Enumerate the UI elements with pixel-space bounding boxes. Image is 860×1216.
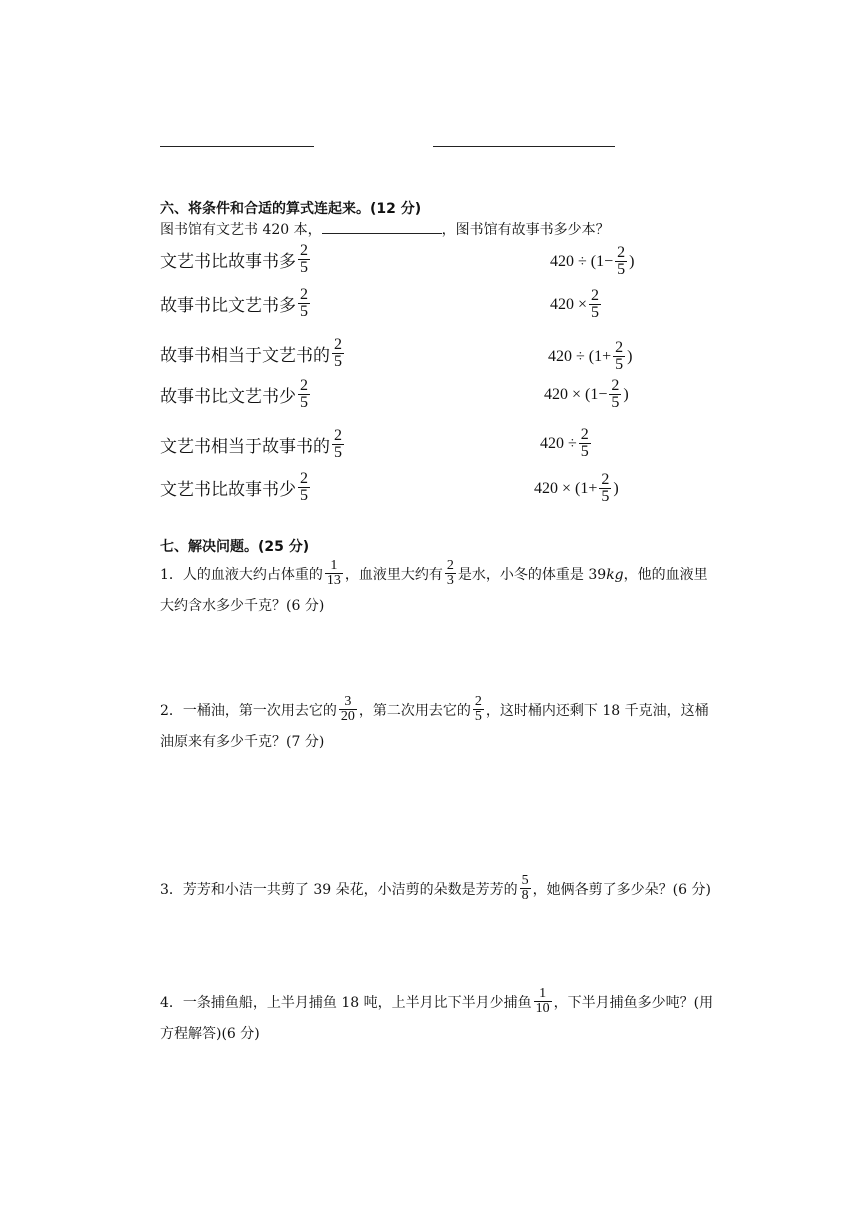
- expression-2[interactable]: 420 × $\frac{2}{5}$: [550, 287, 600, 321]
- answer-line-left: [160, 146, 314, 147]
- problem-1: 1．人的血液大约占体重的 $\frac{1}{13}$ ，血液里大约有 $\frac{2}{3}$ 是水，小冬的体重是 39kg，他的血液里 大约含水多少千克？(6 分): [160, 560, 740, 622]
- expression-4[interactable]: 420 × (1− $\frac{2}{5}$ ): [544, 377, 629, 411]
- fraction: $\frac{2}{5}$: [300, 377, 308, 411]
- condition-5[interactable]: [160, 428, 346, 461]
- fraction: $\frac{2}{5}$: [580, 426, 589, 460]
- fraction: $\frac{2}{5}$: [601, 471, 610, 505]
- fraction: $\frac{2}{5}$: [300, 242, 308, 276]
- condition-text: 故事书比文艺书多: [160, 296, 296, 316]
- condition-2[interactable]: [160, 287, 312, 320]
- condition-3[interactable]: [160, 337, 346, 370]
- fraction: $\frac{2}{5}$: [617, 244, 626, 278]
- intro-after: ，图书馆有故事书多少本？: [441, 222, 610, 238]
- section7-title: 七、解决问题。(25 分): [160, 539, 310, 555]
- fraction: $\frac{5}{8}$: [521, 872, 529, 903]
- problem-3: 3．芳芳和小洁一共剪了 39 朵花，小洁剪的朵数是芳芳的 $\frac{5}{8}$ ，她俩各剪了多少朵？(6 分): [160, 872, 711, 903]
- condition-4[interactable]: [160, 378, 312, 411]
- expression-1[interactable]: 420 ÷ (1− $\frac{2}{5}$ ): [550, 244, 635, 278]
- condition-text: 故事书相当于文艺书的: [160, 346, 330, 366]
- section6-title: 六、将条件和合适的算式连起来。(12 分): [160, 201, 422, 217]
- expression-3[interactable]: 420 ÷ (1+ $\frac{2}{5}$ ): [548, 339, 633, 373]
- condition-6[interactable]: [160, 471, 312, 504]
- intro-before: 图书馆有文艺书 420 本，: [160, 222, 322, 238]
- fraction: $\frac{1}{10}$: [535, 985, 550, 1016]
- condition-text: 文艺书比故事书少: [160, 480, 296, 500]
- problem-2: 2．一桶油，第一次用去它的 $\frac{3}{20}$ ，第二次用去它的 $\frac{2}{5}$ ，这时桶内还剩下 18 千克油，这桶 油原来有多少千克？(7 分): [160, 696, 740, 758]
- fraction: $\frac{2}{5}$: [611, 377, 620, 411]
- condition-text: 故事书比文艺书少: [160, 387, 296, 407]
- fraction: $\frac{1}{13}$: [326, 557, 341, 588]
- section6-intro: [160, 219, 610, 239]
- intro-blank: [322, 221, 442, 234]
- problem-1-line2: 大约含水多少千克？(6 分): [160, 598, 325, 614]
- answer-line-right: [433, 146, 615, 147]
- condition-1[interactable]: [160, 243, 312, 276]
- fraction: $\frac{2}{5}$: [300, 470, 308, 504]
- condition-text: 文艺书相当于故事书的: [160, 437, 330, 457]
- fraction: $\frac{2}{5}$: [591, 287, 600, 321]
- problem-2-line2: 油原来有多少千克？(7 分): [160, 734, 325, 750]
- fraction: $\frac{2}{5}$: [474, 693, 482, 724]
- expression-6[interactable]: 420 × (1+ $\frac{2}{5}$ ): [534, 471, 619, 505]
- problem-4: 4．一条捕鱼船，上半月捕鱼 18 吨，上半月比下半月少捕鱼 $\frac{1}{10}$ ，下半月捕鱼多少吨？(用 方程解答)(6 分): [160, 988, 740, 1050]
- fraction: $\frac{2}{5}$: [334, 336, 342, 370]
- problem-4-line2: 方程解答)(6 分): [160, 1026, 260, 1042]
- fraction: $\frac{2}{5}$: [615, 339, 624, 373]
- fraction: $\frac{2}{5}$: [334, 427, 342, 461]
- fraction: $\frac{3}{20}$: [340, 693, 355, 724]
- fraction: $\frac{2}{3}$: [446, 557, 454, 588]
- fraction: $\frac{2}{5}$: [300, 286, 308, 320]
- expression-5[interactable]: 420 ÷ $\frac{2}{5}$: [540, 426, 589, 460]
- condition-text: 文艺书比故事书多: [160, 252, 296, 272]
